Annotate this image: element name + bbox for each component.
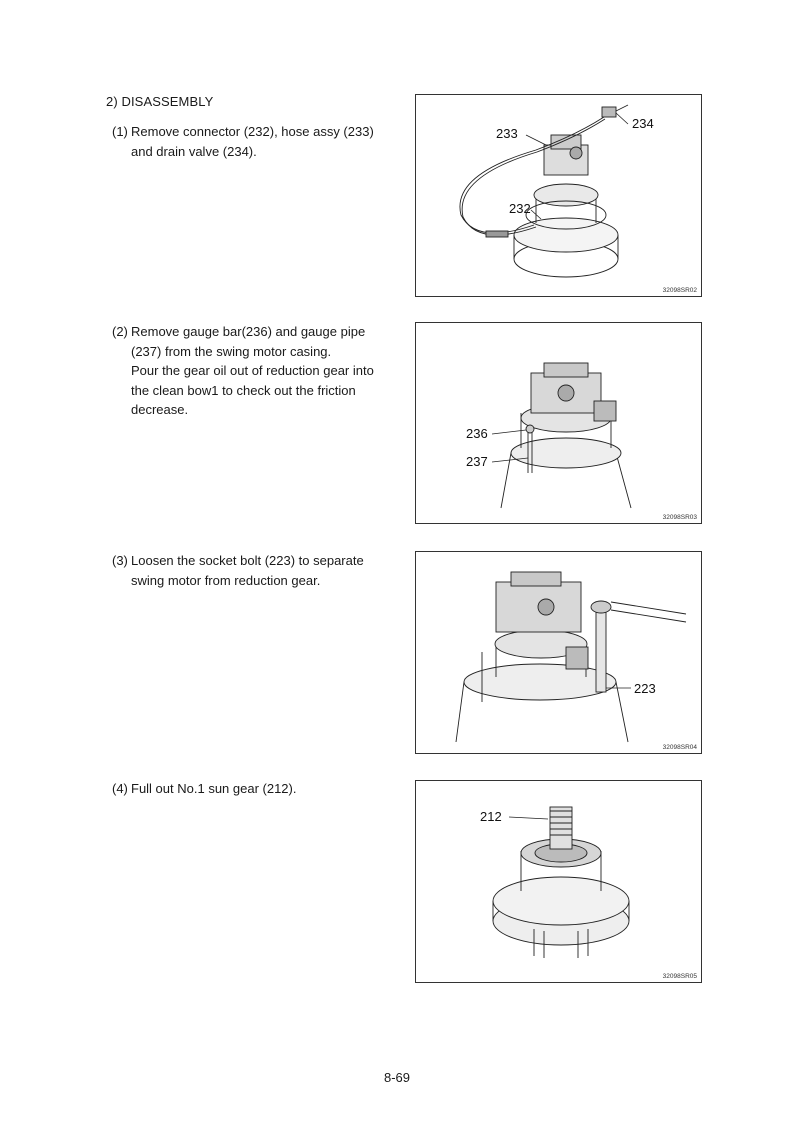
step-number: (1)	[112, 124, 128, 139]
callout-233: 233	[496, 126, 518, 141]
swing-motor-socket-bolt-illustration	[416, 552, 701, 753]
callout-234: 234	[632, 116, 654, 131]
figure-socket-bolt	[415, 551, 702, 754]
figure-hose-connector	[415, 94, 702, 297]
step-3	[112, 551, 380, 590]
step-text: and drain valve (234).	[131, 143, 257, 159]
figure-gauge-bar	[415, 322, 702, 524]
figure-code: 32098SR02	[662, 287, 697, 294]
callout-212: 212	[480, 809, 502, 824]
step-text: the clean bow1 to check out the friction	[131, 382, 356, 398]
callout-237: 237	[466, 454, 488, 469]
callout-223: 223	[634, 681, 656, 696]
step-text: Loosen the socket bolt (223) to separate	[131, 553, 364, 568]
step-text: decrease.	[131, 402, 189, 417]
figure-code: 32098SR04	[662, 744, 697, 751]
step-1	[112, 122, 380, 161]
page-number: 8-69	[383, 1070, 411, 1085]
step-2	[112, 322, 380, 420]
swing-motor-hose-illustration	[416, 95, 701, 296]
step-text: Remove gauge bar(236) and gauge pipe	[131, 324, 366, 339]
step-text: Remove connector (232), hose assy (233)	[131, 124, 374, 139]
step-number: (3)	[112, 553, 128, 568]
step-text: (237) from the swing motor casing.	[131, 343, 332, 359]
step-text: Pour the gear oil out of reduction gear into	[131, 363, 374, 378]
figure-code: 32098SR03	[662, 514, 697, 521]
section-heading: 2) DISASSEMBLY	[106, 94, 214, 109]
step-number: (4)	[112, 781, 128, 796]
step-text: swing motor from reduction gear.	[131, 572, 321, 588]
step-number: (2)	[112, 324, 128, 339]
callout-236: 236	[466, 426, 488, 441]
step-4	[112, 779, 380, 799]
reduction-gear-sun-gear-illustration	[416, 781, 701, 982]
swing-motor-gauge-illustration	[416, 323, 701, 523]
figure-sun-gear	[415, 780, 702, 983]
callout-232: 232	[509, 201, 531, 216]
figure-code: 32098SR05	[662, 973, 697, 980]
step-text: Full out No.1 sun gear (212).	[131, 781, 297, 796]
